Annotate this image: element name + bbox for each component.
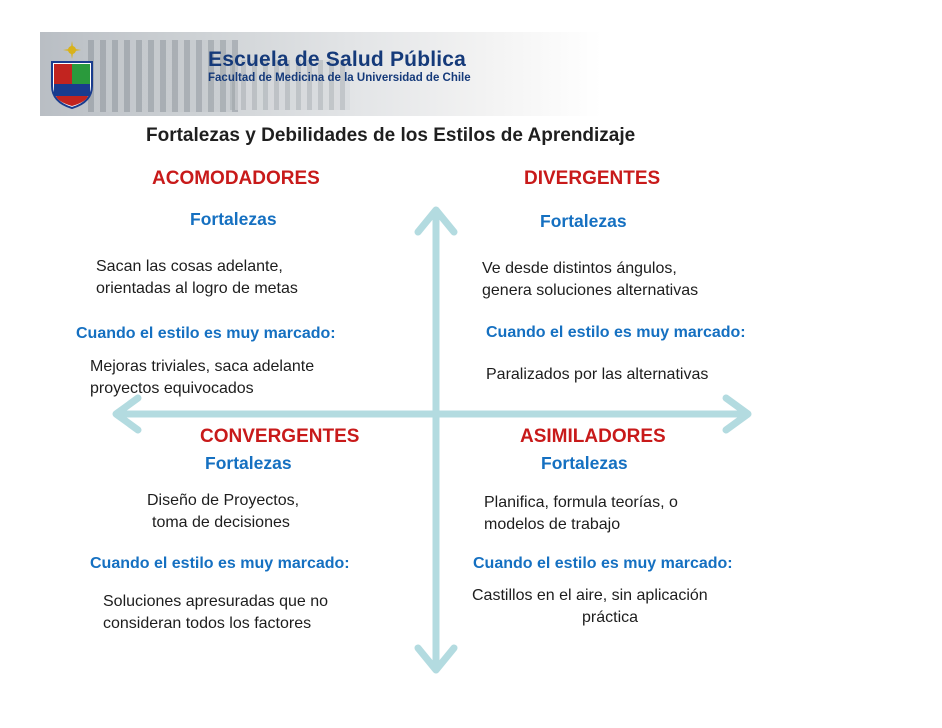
marked-label-convergentes: Cuando el estilo es muy marcado: [90,555,350,572]
marked-line-acomodadores-1: Mejoras triviales, saca adelante [90,358,315,375]
marked-label-asimiladores: Cuando el estilo es muy marcado: [473,555,733,572]
strengths-label-convergentes: Fortalezas [205,453,292,473]
marked-line-acomodadores-2: proyectos equivocados [90,380,254,397]
strength-line-convergentes-2: toma de decisiones [152,514,290,531]
quadrant-name-asimiladores: ASIMILADORES [520,426,666,447]
quadrant-name-acomodadores: ACOMODADORES [152,168,320,189]
marked-line-divergentes-1: Paralizados por las alternativas [486,366,709,383]
strength-line-divergentes-1: Ve desde distintos ángulos, [482,260,677,277]
marked-label-acomodadores: Cuando el estilo es muy marcado: [76,325,336,342]
strength-line-acomodadores-1: Sacan las cosas adelante, [96,258,283,275]
marked-line-convergentes-2: consideran todos los factores [103,615,312,632]
marked-label-divergentes: Cuando el estilo es muy marcado: [486,324,746,341]
strength-line-asimiladores-2: modelos de trabajo [484,516,621,533]
faculty-name: Facultad de Medicina de la Universidad de Chile [208,72,471,84]
strength-line-acomodadores-2: orientadas al logro de metas [96,280,298,297]
strengths-label-asimiladores: Fortalezas [541,453,628,473]
page-title: Fortalezas y Debilidades de los Estilos de Aprendizaje [146,125,636,146]
strengths-label-divergentes: Fortalezas [540,211,627,231]
school-name: Escuela de Salud Pública [208,48,467,71]
marked-line-asimiladores-1: Castillos en el aire, sin aplicación [472,587,708,604]
quadrant-name-divergentes: DIVERGENTES [524,168,661,189]
marked-line-asimiladores-2: práctica [582,609,639,626]
strength-line-divergentes-2: genera soluciones alternativas [482,282,699,299]
strengths-label-acomodadores: Fortalezas [190,209,277,229]
marked-line-convergentes-1: Soluciones apresuradas que no [103,593,329,610]
strength-line-asimiladores-1: Planifica, formula teorías, o [484,494,678,511]
quadrant-name-convergentes: CONVERGENTES [200,426,360,447]
strength-line-convergentes-1: Diseño de Proyectos, [147,492,300,509]
